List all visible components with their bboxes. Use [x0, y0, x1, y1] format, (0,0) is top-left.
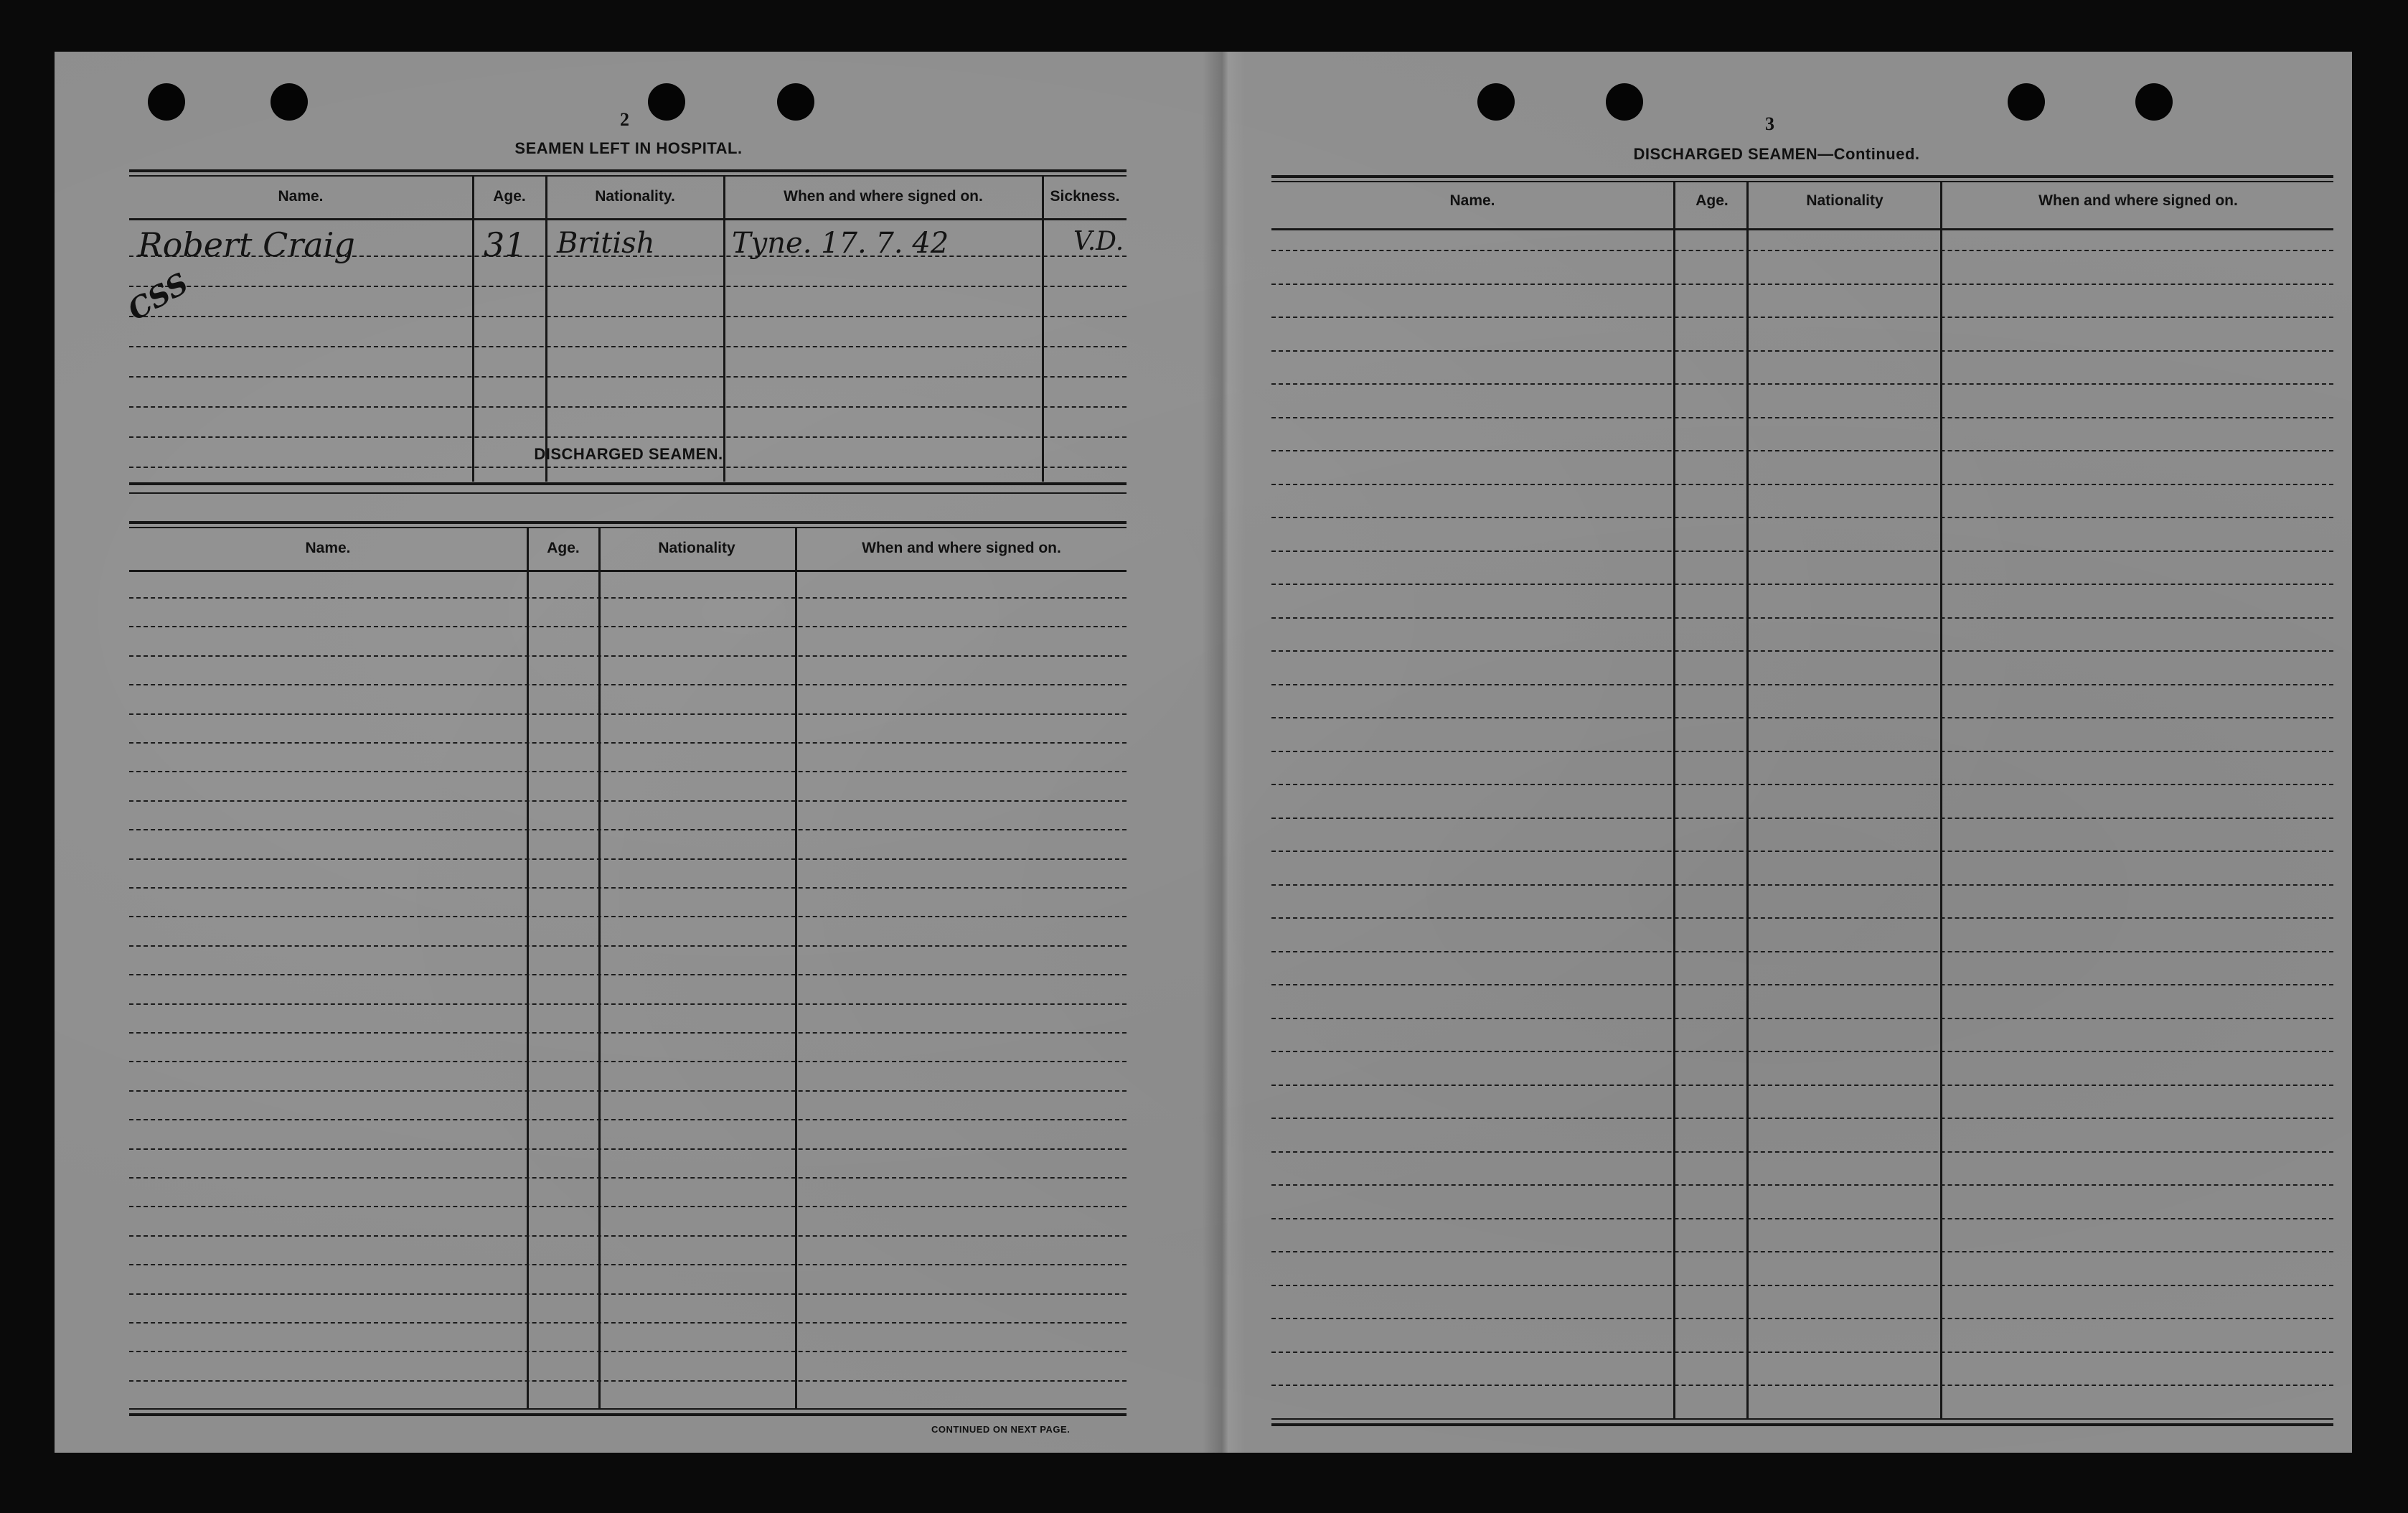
rule	[129, 218, 1127, 220]
entry-line	[129, 1148, 1127, 1150]
entry-line	[129, 286, 1127, 287]
entry-line	[129, 945, 1127, 947]
discharged-col-name: Name.	[305, 540, 351, 556]
entry-line	[129, 858, 1127, 860]
hospital-col-nationality: Nationality.	[595, 188, 675, 205]
entry-line	[1271, 818, 2333, 819]
entry-line	[1271, 517, 2333, 518]
column-divider	[1673, 182, 1675, 1418]
entry-line	[129, 771, 1127, 772]
continued-col-nationality: Nationality	[1806, 192, 1883, 209]
rule	[129, 482, 1127, 485]
hospital-col-name: Name.	[278, 188, 324, 205]
punch-hole	[1606, 83, 1643, 121]
discharged-col-nationality: Nationality	[658, 540, 735, 556]
entry-line	[1271, 1184, 2333, 1186]
column-divider	[598, 528, 601, 1408]
discharged-section-title: DISCHARGED SEAMEN.	[534, 445, 723, 463]
column-divider	[527, 528, 529, 1408]
discharged-col-age: Age.	[547, 540, 580, 556]
entry-line	[129, 1061, 1127, 1062]
entry-line	[129, 467, 1127, 468]
continued-col-name: Name.	[1449, 192, 1495, 209]
discharged-continued-title: DISCHARGED SEAMEN—Continued.	[1633, 145, 1920, 163]
rule	[129, 570, 1127, 572]
entry-line	[1271, 383, 2333, 385]
entry-line	[129, 887, 1127, 889]
rule	[129, 492, 1127, 494]
entry-line	[1271, 1251, 2333, 1252]
entry-line	[1271, 917, 2333, 919]
entry-line	[1271, 317, 2333, 318]
entry-line	[1271, 417, 2333, 418]
margin-mark: CSS	[122, 266, 194, 328]
entry-line	[129, 684, 1127, 685]
entry-line	[1271, 684, 2333, 685]
entry-line	[129, 829, 1127, 830]
entry-line	[1271, 250, 2333, 251]
rule	[1271, 1418, 2333, 1420]
entry-line	[129, 655, 1127, 657]
hospital-entry-sickness: V.D.	[1073, 227, 1124, 256]
rule	[1271, 181, 2333, 182]
entry-line	[1271, 551, 2333, 552]
continued-col-signed-on: When and where signed on.	[2038, 192, 2238, 209]
entry-line	[1271, 1318, 2333, 1319]
entry-line	[129, 1380, 1127, 1382]
entry-line	[129, 974, 1127, 975]
entry-line	[129, 406, 1127, 408]
continued-note: CONTINUED ON NEXT PAGE.	[931, 1424, 1071, 1435]
entry-line	[129, 713, 1127, 715]
rule	[129, 169, 1127, 172]
entry-line	[1271, 1085, 2333, 1086]
punch-hole	[271, 83, 308, 121]
rule	[1271, 175, 2333, 178]
column-divider	[1746, 182, 1749, 1418]
hospital-entry-name: Robert Craig	[138, 225, 355, 264]
entry-line	[129, 1235, 1127, 1237]
hospital-entry-nationality: British	[557, 227, 655, 260]
entry-line	[1271, 484, 2333, 485]
entry-line	[129, 1090, 1127, 1092]
hospital-section-title: SEAMEN LEFT IN HOSPITAL.	[514, 139, 743, 157]
entry-line	[1271, 751, 2333, 752]
entry-line	[129, 1293, 1127, 1295]
entry-line	[129, 800, 1127, 802]
discharged-col-signed-on: When and where signed on.	[862, 540, 1061, 556]
hospital-entry-signed-on: Tyne. 17. 7. 42	[732, 227, 949, 260]
entry-line	[1271, 1118, 2333, 1119]
rule	[129, 1413, 1127, 1416]
entry-line	[1271, 951, 2333, 952]
rule	[129, 527, 1127, 528]
entry-line	[129, 1119, 1127, 1120]
entry-line	[129, 742, 1127, 744]
rule	[129, 521, 1127, 524]
rule	[129, 1408, 1127, 1410]
punch-hole	[777, 83, 814, 121]
column-divider	[1940, 182, 1942, 1418]
entry-line	[1271, 284, 2333, 285]
page-fold	[1203, 52, 1246, 1453]
entry-line	[1271, 851, 2333, 852]
entry-line	[1271, 1151, 2333, 1153]
entry-line	[129, 1264, 1127, 1265]
entry-line	[129, 346, 1127, 347]
entry-line	[129, 436, 1127, 438]
entry-line	[1271, 884, 2333, 886]
document-sheet	[55, 52, 2352, 1453]
rule	[129, 175, 1127, 177]
column-divider	[795, 528, 797, 1408]
entry-line	[1271, 784, 2333, 785]
hospital-entry-age: 31	[484, 225, 526, 264]
hospital-col-sickness: Sickness.	[1050, 188, 1120, 205]
entry-line	[1271, 1385, 2333, 1386]
entry-line	[129, 1032, 1127, 1034]
entry-line	[129, 597, 1127, 599]
entry-line	[129, 1351, 1127, 1352]
entry-line	[1271, 1018, 2333, 1019]
entry-line	[1271, 1218, 2333, 1219]
entry-line	[1271, 617, 2333, 619]
page-number: 3	[1765, 113, 1774, 134]
entry-line	[1271, 1051, 2333, 1052]
hospital-col-age: Age.	[493, 188, 526, 205]
punch-hole	[148, 83, 185, 121]
entry-line	[129, 376, 1127, 378]
continued-col-age: Age.	[1696, 192, 1729, 209]
entry-line	[129, 626, 1127, 627]
page-number: 2	[620, 109, 629, 130]
entry-line	[1271, 650, 2333, 652]
hospital-col-signed-on: When and where signed on.	[784, 188, 983, 205]
entry-line	[129, 1003, 1127, 1005]
punch-hole	[2008, 83, 2045, 121]
entry-line	[1271, 1352, 2333, 1353]
entry-line	[1271, 450, 2333, 451]
entry-line	[1271, 1285, 2333, 1286]
entry-line	[129, 1206, 1127, 1207]
rule	[1271, 228, 2333, 230]
entry-line	[1271, 717, 2333, 718]
punch-hole	[648, 83, 685, 121]
rule	[1271, 1423, 2333, 1426]
entry-line	[129, 316, 1127, 317]
entry-line	[1271, 584, 2333, 585]
entry-line	[129, 1322, 1127, 1324]
punch-hole	[2135, 83, 2173, 121]
entry-line	[129, 916, 1127, 917]
punch-hole	[1477, 83, 1515, 121]
entry-line	[1271, 350, 2333, 352]
entry-line	[1271, 984, 2333, 985]
entry-line	[129, 1177, 1127, 1179]
